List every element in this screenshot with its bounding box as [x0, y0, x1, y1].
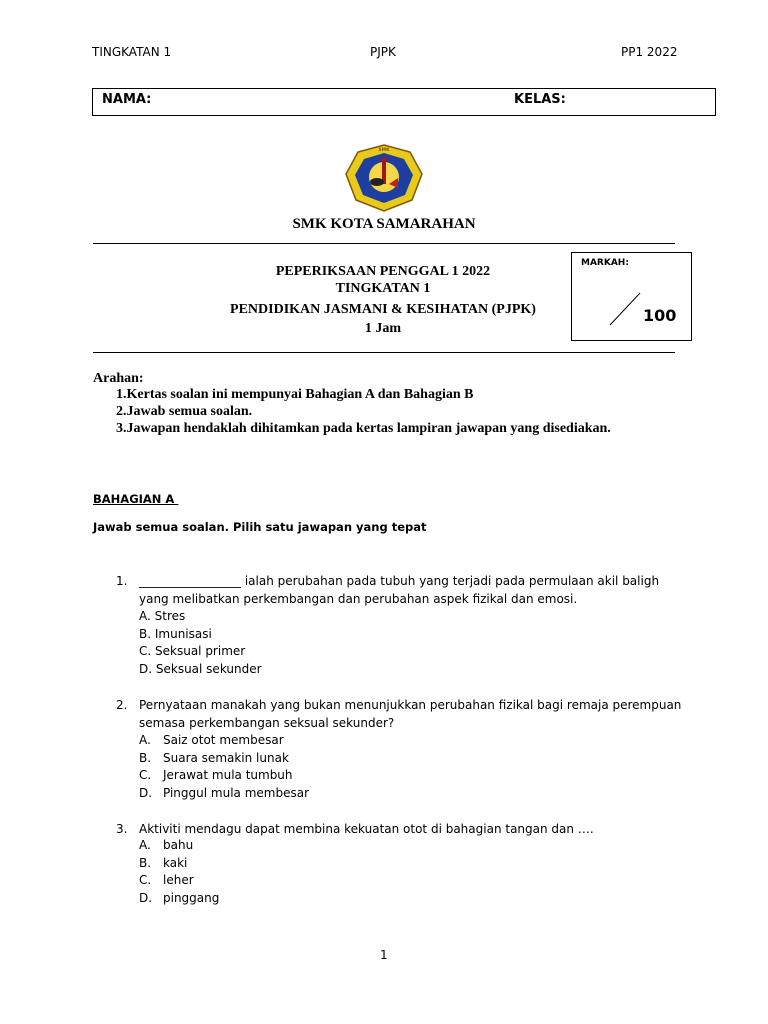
exam-line-2: TINGKATAN 1 — [335, 281, 431, 296]
class-label: KELAS: — [514, 92, 566, 107]
question-3-option-b: kaki — [163, 856, 188, 870]
question-2-letter-d: D. — [139, 786, 153, 800]
header-left: TINGKATAN 1 — [92, 45, 172, 59]
question-3-number: 3. — [116, 822, 128, 836]
question-2-option-c: Jerawat mula tumbuh — [163, 768, 293, 782]
question-3-letter-a: A. — [139, 838, 151, 852]
header-right: PP1 2022 — [621, 45, 678, 59]
name-label: NAMA: — [102, 92, 152, 107]
question-2-number: 2. — [116, 698, 128, 712]
question-2-letter-c: C. — [139, 768, 152, 782]
question-3-line-1: Aktiviti mendagu dapat membina kekuatan otot di bahagian tangan dan …. — [139, 822, 594, 836]
question-1-option-c: C. Seksual primer — [139, 644, 246, 658]
markah-label: MARKAH: — [581, 258, 629, 268]
question-1-option-a: A. Stres — [139, 609, 186, 623]
name-class-box — [92, 88, 716, 116]
divider-bottom — [93, 352, 675, 353]
header-center: PJPK — [370, 45, 396, 59]
question-3-option-a: bahu — [163, 838, 194, 852]
question-1-option-d: D. Seksual sekunder — [139, 662, 262, 676]
question-1-number: 1. — [116, 574, 128, 588]
divider-top — [93, 243, 675, 244]
question-2-option-a: Saiz otot membesar — [163, 733, 284, 747]
school-logo — [344, 144, 424, 212]
exam-title — [190, 263, 576, 337]
svg-text:SMK: SMK — [378, 148, 390, 153]
arahan-item-1: 1.Kertas soalan ini mempunyai Bahagian A dan Bahagian B — [116, 387, 474, 402]
school-name: SMK KOTA SAMARAHAN — [292, 216, 476, 232]
question-1-line-2: yang melibatkan perkembangan dan perubahan aspek fizikal dan emosi. — [139, 592, 578, 606]
question-1-line-1: _________________ ialah perubahan pada tubuh yang terjadi pada permulaan akil baligh — [139, 574, 660, 588]
question-2-option-b: Suara semakin lunak — [163, 751, 289, 765]
markah-box — [571, 252, 692, 341]
exam-line-1: PEPERIKSAAN PENGGAL 1 2022 — [275, 264, 491, 279]
question-3-option-d: pinggang — [163, 891, 220, 905]
exam-line-3: PENDIDIKAN JASMANI & KESIHATAN (PJPK) — [230, 302, 536, 317]
page-number: 1 — [380, 948, 388, 962]
question-3-letter-d: D. — [139, 891, 153, 905]
arahan-item-2: 2.Jawab semua soalan. — [116, 404, 253, 419]
question-3-letter-c: C. — [139, 873, 152, 887]
exam-line-4: 1 Jam — [364, 321, 402, 336]
school-crest-icon — [344, 144, 424, 212]
question-2-letter-a: A. — [139, 733, 151, 747]
question-2-line-1: Pernyataan manakah yang bukan menunjukkan perubahan fizikal bagi remaja perempuan — [139, 698, 682, 712]
question-2-option-d: Pinggul mula membesar — [163, 786, 309, 800]
section-instruction: Jawab semua soalan. Pilih satu jawapan yang tepat — [93, 520, 427, 534]
question-3-letter-b: B. — [139, 856, 152, 870]
arahan-item-3: 3.Jawapan hendaklah dihitamkan pada kertas lampiran jawapan yang disediakan. — [116, 421, 611, 436]
question-1-option-b: B. Imunisasi — [139, 627, 212, 641]
arahan-title: Arahan: — [93, 371, 144, 386]
question-2-letter-b: B. — [139, 751, 152, 765]
markah-slash-icon — [608, 291, 642, 327]
question-3-option-c: leher — [163, 873, 194, 887]
question-2-line-2: semasa perkembangan seksual sekunder? — [139, 716, 395, 730]
markah-total: 100 — [643, 306, 677, 325]
section-title: BAHAGIAN A — [93, 492, 179, 506]
